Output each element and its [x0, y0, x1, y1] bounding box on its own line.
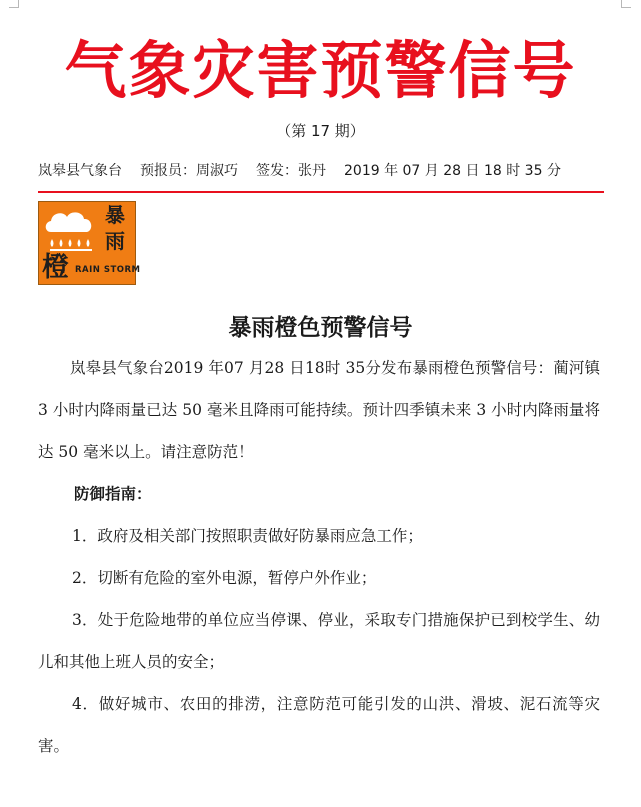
red-divider: [38, 191, 604, 193]
guide-item-2: 2．切断有危险的室外电源，暂停户外作业；: [72, 569, 377, 587]
forecaster: 预报员：周淑巧: [140, 163, 238, 179]
icon-char-bao: 暴: [105, 203, 125, 227]
cloud-rain-icon: [42, 206, 102, 256]
page-corner-mark-right: [621, 0, 631, 8]
guide-item-4: 4．做好城市、农田的排涝，注意防范可能引发的山洪、滑坡、泥石流等灾害。: [38, 695, 600, 755]
issue-number: （第 17 期）: [276, 122, 365, 140]
document-title: 气象灾害预警信号: [64, 34, 577, 107]
notice-body: [38, 347, 600, 767]
icon-char-orange-level: 橙: [42, 252, 69, 283]
icon-label: RAIN STORM: [75, 265, 141, 275]
issue-datetime: 2019 年 07 月 28 日 18 时 35 分: [344, 163, 561, 179]
page-corner-mark-left: [9, 0, 19, 8]
guide-heading: 防御指南：: [74, 485, 152, 503]
notice-paragraph: 岚皋县气象台2019 年07 月28 日18时 35分发布暴雨橙色预警信号：蔺河镇 3 小时内降雨量已达 50 毫米且降雨可能持续。预计四季镇未来 3 小时内降雨量将达 50 毫米以上。请注意防范！: [38, 359, 600, 461]
guide-item-1: 1．政府及相关部门按照职责做好防暴雨应急工作；: [72, 527, 423, 545]
issuer-info-line: [38, 160, 604, 180]
notice-title: 暴雨橙色预警信号: [228, 315, 413, 341]
station-name: 岚皋县气象台: [38, 163, 122, 179]
guide-item-3: 3．处于危险地带的单位应当停课、停业，采取专门措施保护已到校学生、幼儿和其他上班人员的安全；: [38, 611, 600, 671]
rainstorm-orange-warning-icon: [38, 201, 141, 285]
signer: 签发：张丹: [256, 163, 326, 179]
icon-char-yu: 雨: [105, 229, 125, 253]
